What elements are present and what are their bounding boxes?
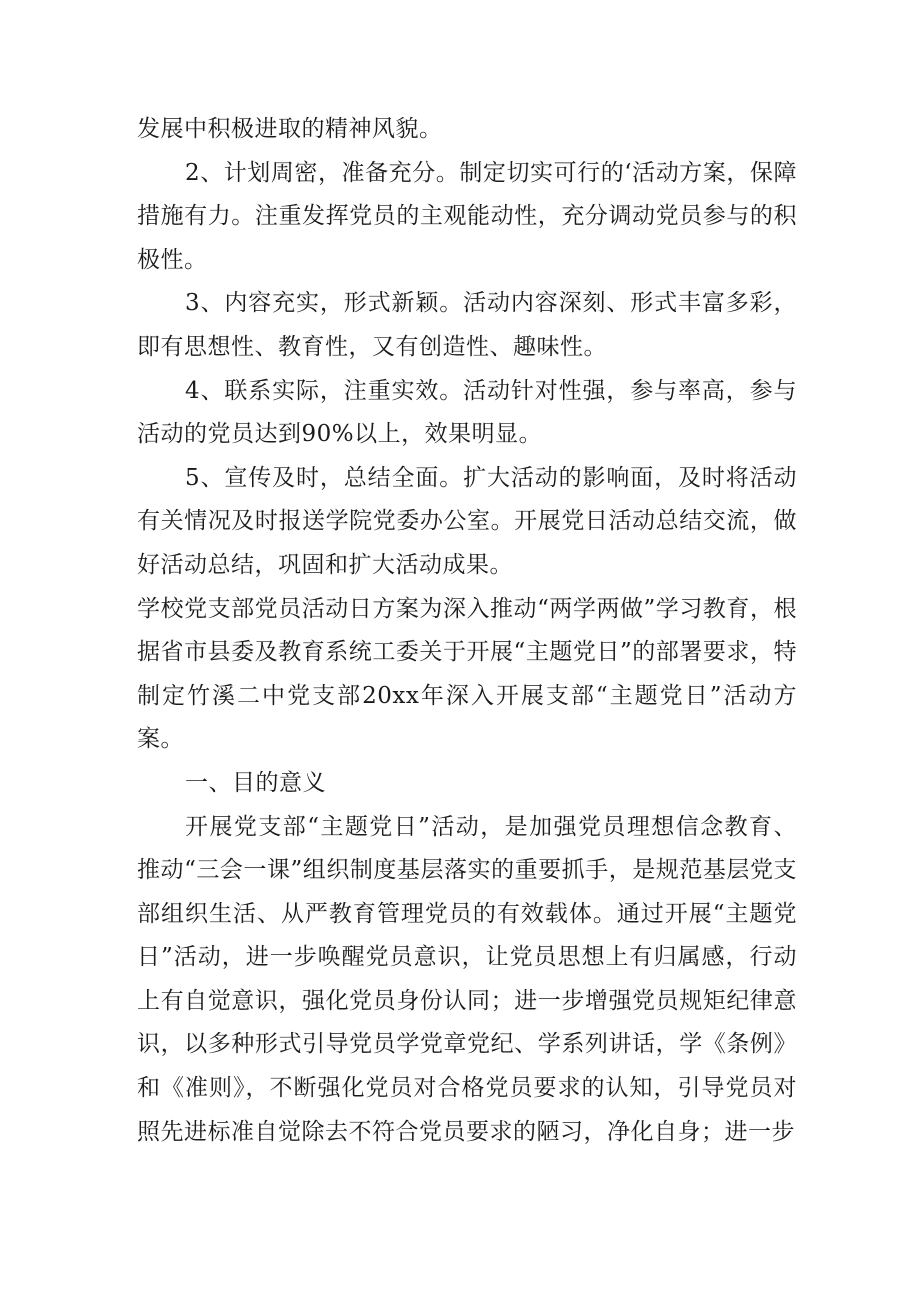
paragraph-3: 3、内容充实，形式新颖。活动内容深刻、形式丰富多彩，即有思想性、教育性，又有创造性、趣味性。 [137, 290, 797, 360]
section-heading: 一、目的意义 [185, 769, 326, 796]
paragraph-2: 2、计划周密，准备充分。制定切实可行的‘活动方案，保障措施有力。注重发挥党员的主观能动性，充分调动党员参与的积极性。 [137, 159, 797, 273]
paragraph-4: 4、联系实际，注重实效。活动针对性强，参与率高，参与活动的党员达到90%以上，效果明显。 [137, 377, 797, 448]
paragraph-8: 开展党支部“主题党日”活动，是加强党员理想信念教育、推动“三会一课”组织制度基层落实的重要抓手，是规范基层党支部组织生活、从严教育管理党员的有效载体。通过开展“主题党日”活动，进一步唤醒党员意识，让党员思想上有归属感，行动上有自觉意识，强化党员身份认同；进一步增强党员规矩纪律意识，以多种形式引导党员学党章党纪、学系列讲话，学《条例》和《准则》，不断强化党员对合格党员要求的认知，引导党员对照先进标准自觉除去不符合党员要求的陋习，净化自身；进一步 [137, 813, 797, 1145]
paragraph-5: 5、宣传及时，总结全面。扩大活动的影响面，及时将活动有关情况及时报送学院党委办公室。开展党日活动总结交流，做好活动总结，巩固和扩大活动成果。 [137, 464, 797, 578]
paragraph-6: 学校党支部党员活动日方案为深入推动“两学两做”学习教育，根据省市县委及教育系统工委关于开展“主题党日”的部署要求，特制定竹溪二中党支部20xx年深入开展支部“主题党日”活动方案。 [137, 595, 797, 753]
document-page [137, 108, 797, 1154]
paragraph-1: 发展中积极进取的精神风貌。 [137, 116, 443, 142]
